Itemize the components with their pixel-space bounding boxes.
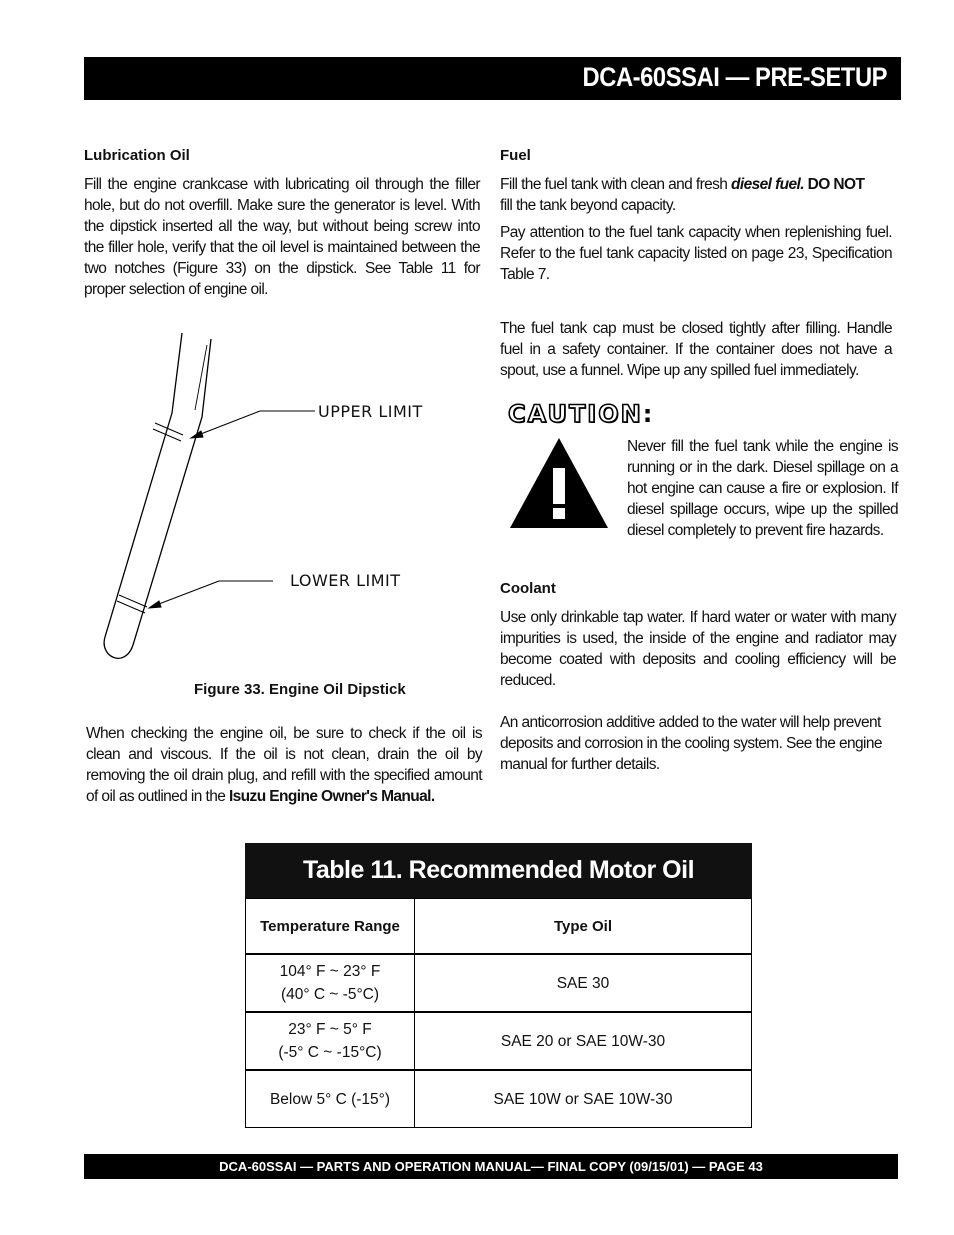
lubrication-paragraph: Fill the engine crankcase with lubricating oil through the filler hole, but do not overfill. Make sure the generator is level. With the dipstick inserted all the way, but without being screw into the filler hole, verify that the oil level is maintained between the two notches (Figure 33) on the dipstick. See Table 11 for proper selection of engine oil. <box>84 176 480 298</box>
page-footer: DCA-60SSAI — PARTS AND OPERATION MANUAL— FINAL COPY (09/15/01) — PAGE 43 <box>84 1154 898 1179</box>
lower-limit-leader <box>149 581 273 608</box>
upper-limit-label: UPPER LIMIT <box>318 402 423 421</box>
fuel-paragraph-3: The fuel tank cap must be closed tightly after filling. Handle fuel in a safety container. If the container does not have a spout, use a funnel. Wipe up any spilled fuel immediately. <box>500 320 892 379</box>
table-row <box>246 953 751 1011</box>
temp-fahrenheit: 23° F ~ 5° F <box>288 1021 372 1038</box>
table-title: Table 11. Recommended Motor Oil <box>245 843 752 898</box>
temp-celsius: (-5° C ~ -15°C) <box>278 1044 382 1061</box>
oil-type-cell: SAE 20 or SAE 10W-30 <box>500 1032 666 1050</box>
table-grid <box>245 898 752 1128</box>
page-title: DCA-60SSAI — PRE-SETUP <box>582 62 887 92</box>
header-type-oil: Type Oil <box>553 917 613 935</box>
fuel-p1-donot: DO NOT <box>803 176 865 193</box>
oil-check-text: When checking the engine oil, be sure to check if the oil is clean and viscous. If the oil is not clean, drain the oil by removing the oil drain plug, and refill with the specified amount of oil as outlined in the <box>86 725 482 805</box>
dipstick-figure <box>95 325 455 670</box>
header-temperature-range: Temperature Range <box>246 899 415 953</box>
page-header <box>84 57 901 100</box>
caution-box <box>627 436 898 541</box>
motor-oil-table <box>245 843 752 1128</box>
temp-celsius: (40° C ~ -5°C) <box>280 986 380 1003</box>
caution-heading <box>508 400 654 428</box>
lubrication-section <box>84 145 480 300</box>
oil-type-cell: SAE 30 <box>556 974 610 992</box>
fuel-p1-text: Fill the fuel tank with clean and fresh <box>500 176 732 193</box>
dipstick-drawing <box>104 333 211 658</box>
fuel-paragraph-2: Pay attention to the fuel tank capacity when replenishing fuel. Refer to the fuel tank capacity listed on page 23, Specification Table 7. <box>500 224 892 283</box>
figure-caption: Figure 33. Engine Oil Dipstick <box>194 681 406 698</box>
owners-manual-ref: Isuzu Engine Owner's Manual. <box>228 788 435 805</box>
temp-fahrenheit: 104° F ~ 23° F <box>279 963 381 980</box>
caution-colon: : <box>642 400 655 428</box>
upper-limit-leader <box>191 411 315 438</box>
lubrication-heading: Lubrication Oil <box>84 147 190 164</box>
temperature-cell <box>246 955 415 1011</box>
temperature-cell: Below 5° C (-15°) <box>246 1071 415 1127</box>
fuel-section <box>500 145 892 381</box>
table-header-row <box>246 898 751 953</box>
caution-word: CAUTION <box>508 400 643 428</box>
coolant-heading: Coolant <box>500 580 556 597</box>
temperature-cell <box>246 1013 415 1069</box>
oil-check-section <box>86 723 482 807</box>
fuel-heading: Fuel <box>500 147 531 164</box>
fuel-paragraph-1 <box>500 174 892 216</box>
oil-check-paragraph <box>86 723 482 807</box>
caution-text: Never fill the fuel tank while the engine is running or in the dark. Diesel spillage on a hot engine can cause a fire or explosion. If diesel spillage occurs, wipe up the spilled diesel completely to prevent fire hazards. <box>627 438 898 539</box>
table-row <box>246 1011 751 1069</box>
coolant-paragraph-1: Use only drinkable tap water. If hard water or water with many impurities is used, the inside of the engine and radiator may become coated with deposits and cooling efficiency will be reduced. <box>500 609 896 689</box>
coolant-paragraph-2: An anticorrosion additive added to the water will help prevent deposits and corrosion in the cooling system. See the engine manual for further details. <box>500 714 882 773</box>
fuel-p1-rest: fill the tank beyond capacity. <box>500 197 676 214</box>
lower-limit-label: LOWER LIMIT <box>290 571 401 590</box>
coolant-section <box>500 578 896 775</box>
fuel-p1-diesel: diesel fuel. <box>731 176 804 193</box>
table-row <box>246 1069 751 1127</box>
oil-type-cell: SAE 10W or SAE 10W-30 <box>493 1090 673 1108</box>
warning-triangle-icon <box>508 436 610 530</box>
